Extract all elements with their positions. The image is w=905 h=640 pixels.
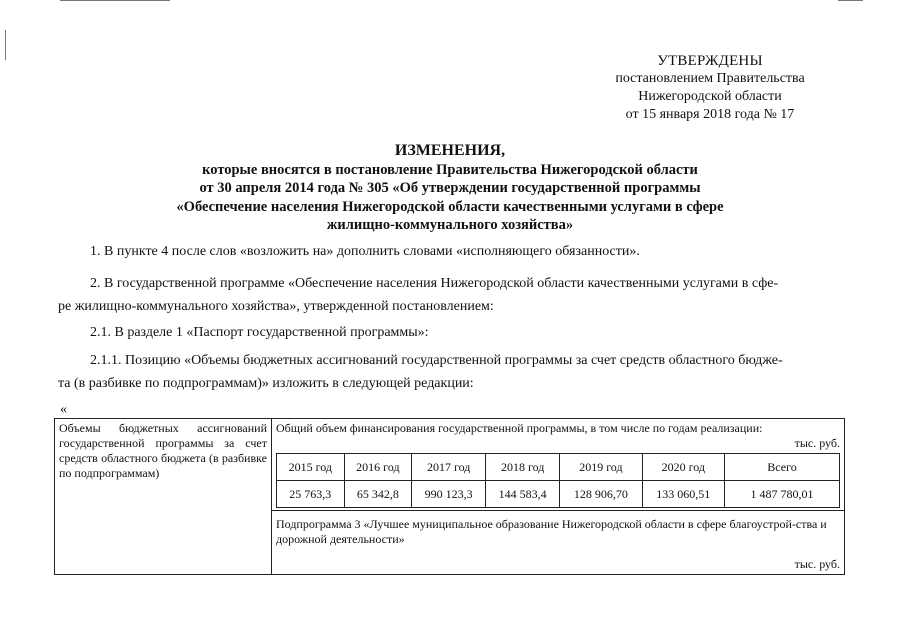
- document-title: ИЗМЕНЕНИЯ,: [394, 142, 506, 159]
- years-row: [277, 454, 840, 481]
- approval-line: постановлением Правительства: [615, 71, 805, 86]
- year-header: 2019 год: [560, 454, 642, 481]
- financing-header: Общий объем финансирования государственной программы, в том числе по годам реализации:: [276, 421, 763, 435]
- document-heading: [130, 142, 770, 235]
- approval-line: Нижегородской области: [638, 89, 782, 104]
- year-header: 2015 год: [277, 454, 345, 481]
- paragraph-text: 2.1.1. Позицию «Объемы бюджетных ассигнований государственной программы за счет средств областного бюдже-: [90, 353, 783, 368]
- paragraph-1: [58, 240, 848, 263]
- scan-border-top-right: [838, 0, 863, 1]
- years-table: [276, 453, 840, 508]
- year-value: 144 583,4: [486, 481, 560, 508]
- year-value: 128 906,70: [560, 481, 642, 508]
- heading-line: которые вносятся в постановление Правительства Нижегородской области: [202, 161, 698, 178]
- paragraph-text: 2.1. В разделе 1 «Паспорт государственной программы»:: [90, 325, 429, 340]
- paragraph-2: [58, 272, 848, 318]
- paragraph-text: 1. В пункте 4 после слов «возложить на» дополнить словами «исполняющего обязанности».: [90, 244, 640, 259]
- paragraph-text: 2. В государственной программе «Обеспечение населения Нижегородской области качественными услугами в сфе-: [90, 276, 779, 291]
- paragraph-text: та (в разбивке по подпрограммам)» изложить в следующей редакции:: [58, 376, 474, 391]
- total-header: Всего: [725, 454, 840, 481]
- year-value: 133 060,51: [642, 481, 724, 508]
- opening-quote-mark: «: [60, 402, 67, 417]
- approval-title: УТВЕРЖДЕНЫ: [657, 53, 763, 69]
- subprogram-title: Подпрограмма 3 «Лучшее муниципальное образование Нижегородской области в сфере благоустрой-ства и дорожной деятельности»: [276, 517, 827, 546]
- approval-block: [560, 52, 860, 124]
- scan-border-left: [5, 30, 6, 60]
- scan-border-top: [60, 0, 170, 1]
- year-header: 2018 год: [486, 454, 560, 481]
- year-header: 2016 год: [344, 454, 412, 481]
- year-header: 2020 год: [642, 454, 724, 481]
- heading-line: «Обеспечение населения Нижегородской области качественными услугами в сфере: [176, 198, 724, 215]
- subprogram-cell: [272, 511, 845, 575]
- unit-label: тыс. руб.: [794, 436, 840, 450]
- subprogram-unit-label: тыс. руб.: [794, 557, 840, 571]
- approval-line: от 15 января 2018 года № 17: [625, 107, 795, 122]
- year-header: 2017 год: [412, 454, 486, 481]
- values-row: [277, 481, 840, 508]
- heading-line: жилищно-коммунального хозяйства»: [326, 217, 574, 233]
- total-value: 1 487 780,01: [725, 481, 840, 508]
- paragraph-3: [58, 321, 848, 344]
- budget-table: [54, 418, 845, 575]
- financing-cell: [272, 419, 845, 511]
- year-value: 65 342,8: [344, 481, 412, 508]
- position-name-cell: Объемы бюджетных ассигнований государственной программы за счет средств областного бюджета (в разбивке по подпрограммам): [55, 419, 272, 575]
- paragraph-text: ре жилищно-коммунального хозяйства», утвержденной постановлением:: [58, 299, 494, 314]
- paragraph-4: [58, 349, 848, 395]
- heading-line: от 30 апреля 2014 года № 305 «Об утверждении государственной программы: [199, 180, 701, 196]
- year-value: 25 763,3: [277, 481, 345, 508]
- year-value: 990 123,3: [412, 481, 486, 508]
